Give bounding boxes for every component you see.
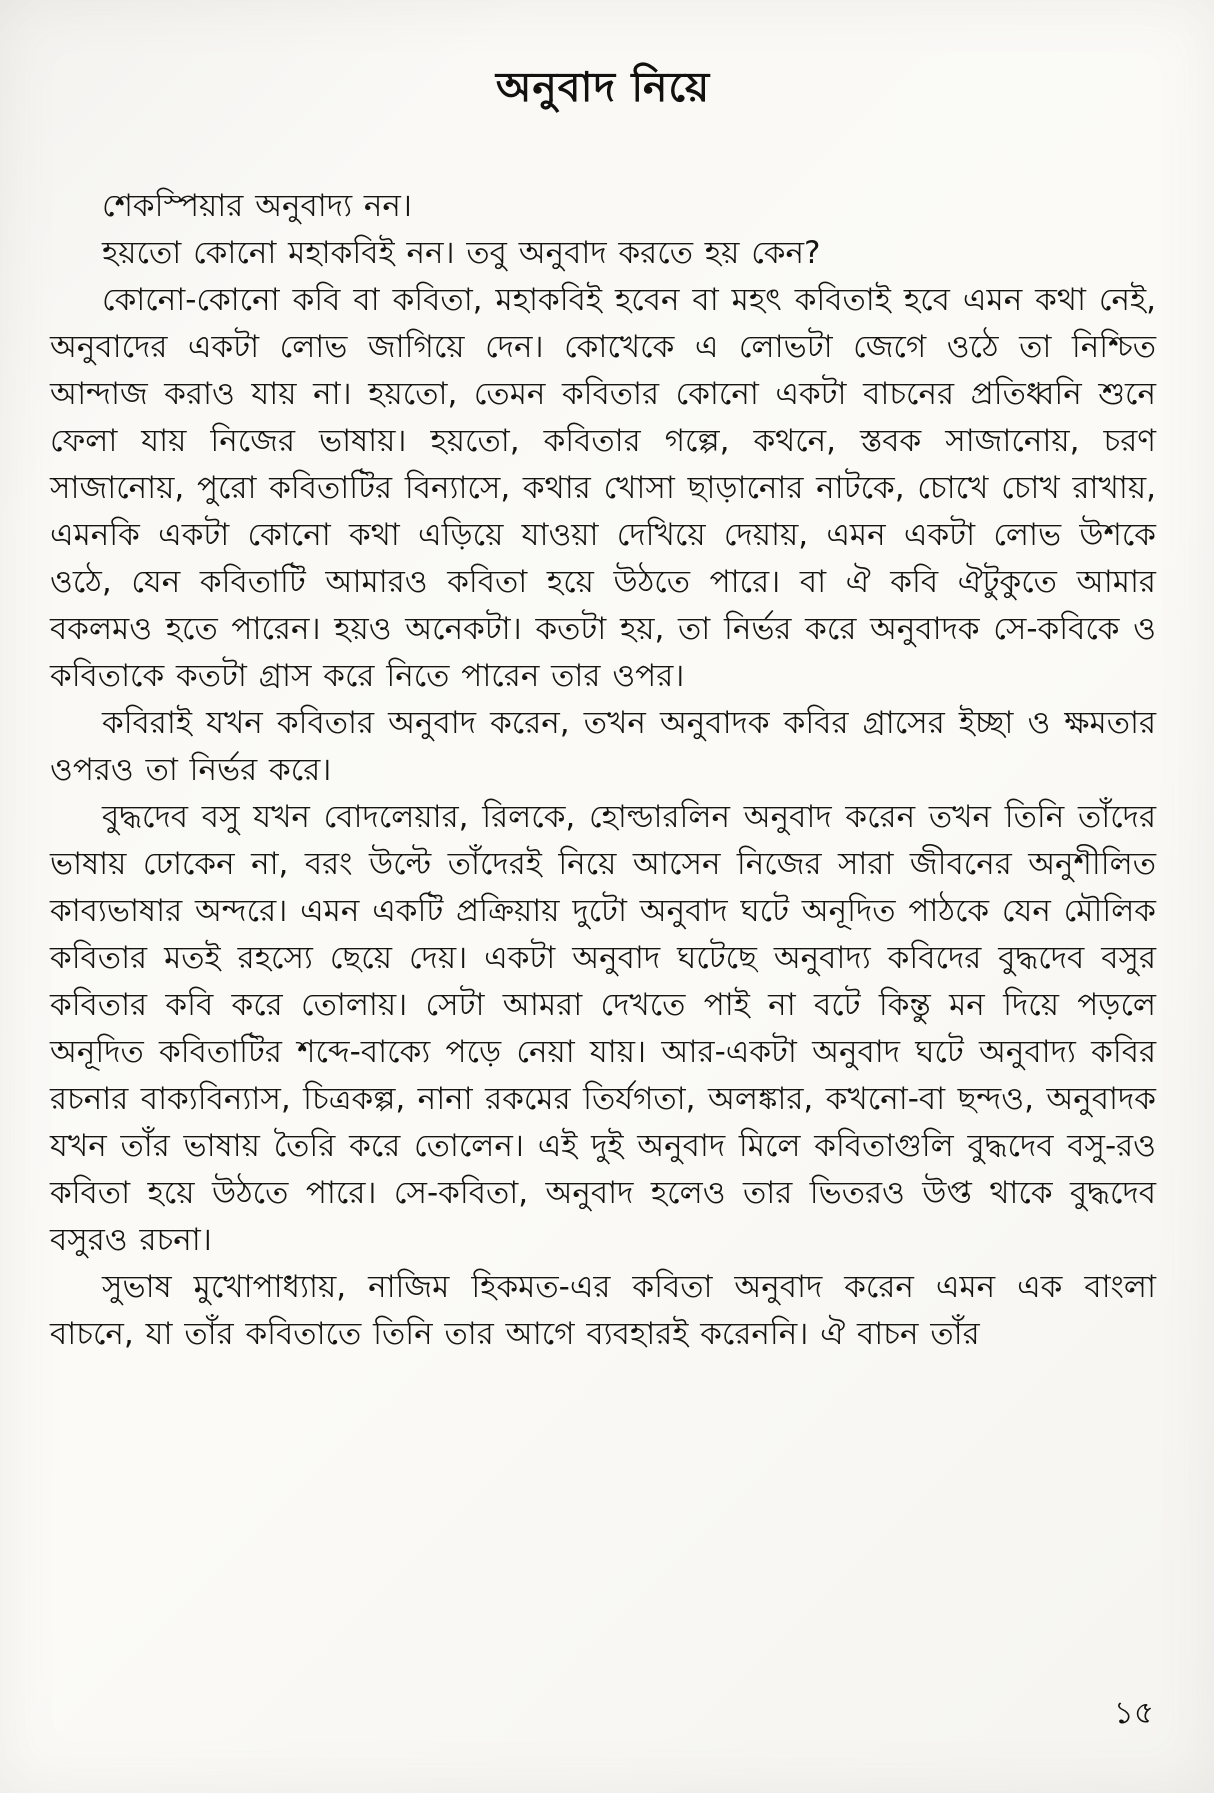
paragraph-2: হয়তো কোনো মহাকবিই নন। তবু অনুবাদ করতে হয় কেন? [102, 235, 821, 271]
paragraph-4: কবিরাই যখন কবিতার অনুবাদ করেন, তখন অনুবাদক কবির গ্রাসের ইচ্ছা ও ক্ষমতার ওপরও তা নির্ভর করে। [50, 705, 1156, 788]
paragraph-6: সুভাষ মুখোপাধ্যায়, নাজিম হিকমত-এর কবিতা অনুবাদ করেন এমন এক বাংলা বাচনে, যা তাঁর কবিতাতে তিনি তার আগে ব্যবহারই করেননি। ঐ বাচন তাঁর [50, 1269, 1156, 1352]
page-title: অনুবাদ নিয়ে [495, 63, 711, 111]
page-number: ১৫ [1113, 1695, 1154, 1731]
paragraph-5: বুদ্ধদেব বসু যখন বোদলেয়ার, রিলকে, হোল্ডারলিন অনুবাদ করেন তখন তিনি তাঁদের ভাষায় ঢোকেন না, বরং উল্টে তাঁদেরই নিয়ে আসেন নিজের সারা জীবনের অনুশীলিত কাব্যভাষার অন্দরে। এমন একটি প্রক্রিয়ায় দুটো অনুবাদ ঘটে অনূদিত পাঠকে যেন মৌলিক কবিতার মতই রহস্যে ছেয়ে দেয়। একটা অনুবাদ ঘটেছে অনুবাদ্য কবিদের বুদ্ধদেব বসুর কবিতার কবি করে তোলায়। সেটা আমরা দেখতে পাই না বটে কিন্তু মন দিয়ে পড়লে অনূদিত কবিতাটির শব্দে-বাক্যে পড়ে নেয়া যায়। আর-একটা অনুবাদ ঘটে অনুবাদ্য কবির রচনার বাক্যবিন্যাস, চিত্রকল্প, নানা রকমের তির্যগতা, অলঙ্কার, কখনো-বা ছন্দও, অনুবাদক যখন তাঁর ভাষায় তৈরি করে তোলেন। এই দুই অনুবাদ মিলে কবিতাগুলি বুদ্ধদেব বসু-রও কবিতা হয়ে উঠতে পারে। সে-কবিতা, অনুবাদ হলেও তার ভিতরও উপ্ত থাকে বুদ্ধদেব বসুরও রচনা। [50, 799, 1156, 1258]
paragraph-3: কোনো-কোনো কবি বা কবিতা, মহাকবিই হবেন বা মহৎ কবিতাই হবে এমন কথা নেই, অনুবাদের একটা লোভ জাগিয়ে দেন। কোখেকে এ লোভটা জেগে ওঠে তা নিশ্চিত আন্দাজ করাও যায় না। হয়তো, তেমন কবিতার কোনো একটা বাচনের প্রতিধ্বনি শুনে ফেলা যায় নিজের ভাষায়। হয়তো, কবিতার গল্পে, কথনে, স্তবক সাজানোয়, চরণ সাজানোয়, পুরো কবিতাটির বিন্যাসে, কথার খোসা ছাড়ানোর নাটকে, চোখে চোখ রাখায়, এমনকি একটা কোনো কথা এড়িয়ে যাওয়া দেখিয়ে দেয়ায়, এমন একটা লোভ উশকে ওঠে, যেন কবিতাটি আমারও কবিতা হয়ে উঠতে পারে। বা ঐ কবি ঐটুকুতে আমার বকলমও হতে পারেন। হয়ও অনেকটা। কতটা হয়, তা নির্ভর করে অনুবাদক সে-কবিকে ও কবিতাকে কতটা গ্রাস করে নিতে পারেন তার ওপর। [50, 282, 1156, 694]
page-body [50, 183, 1156, 1358]
paragraph-1: শেকস্পিয়ার অনুবাদ্য নন। [102, 188, 413, 224]
